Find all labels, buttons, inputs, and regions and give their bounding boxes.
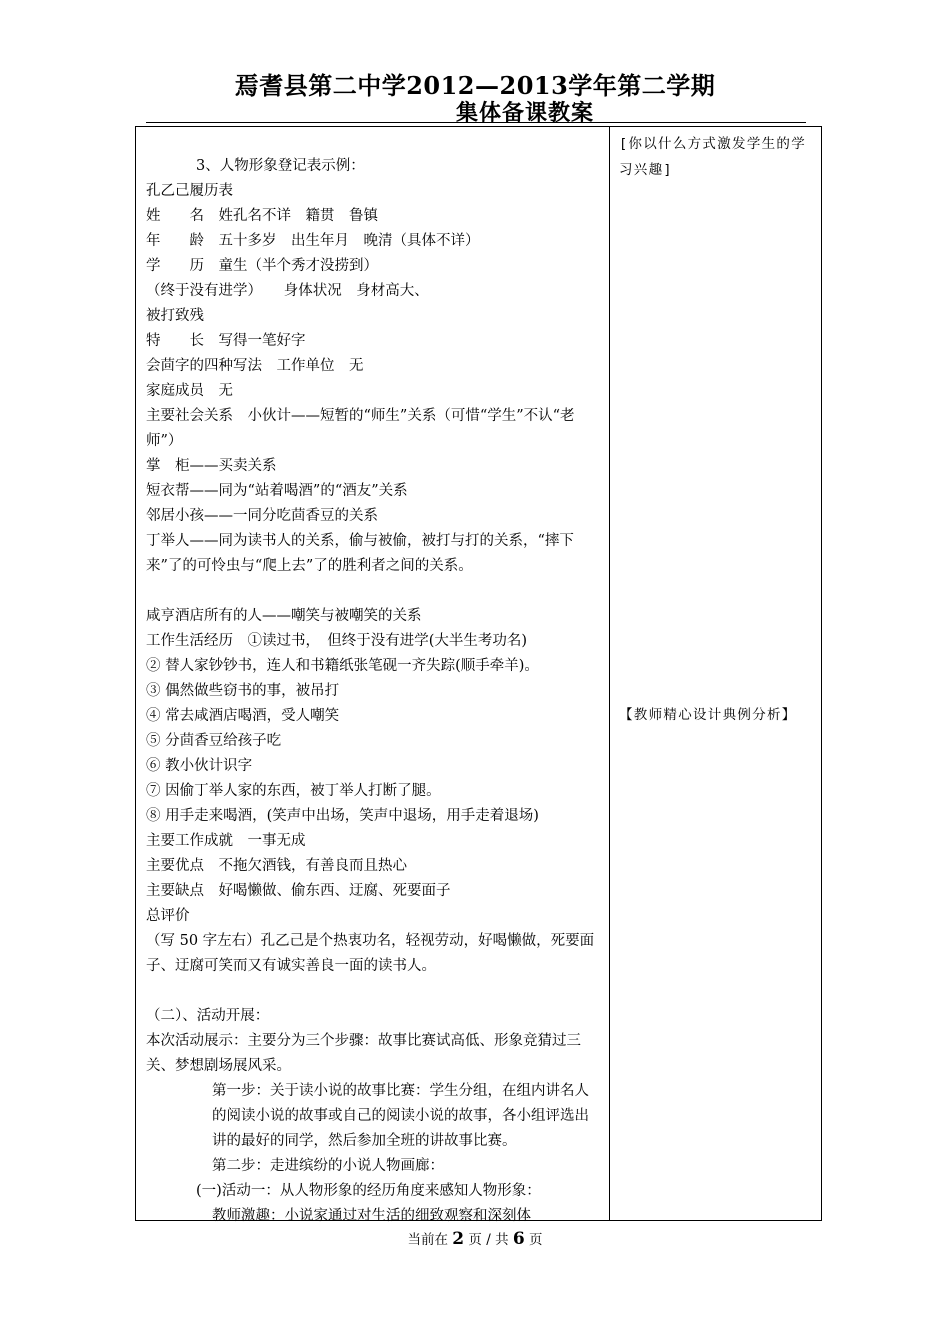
content-line: 总评价: [146, 908, 190, 924]
content-line: ⑦ 因偷丁举人家的东西，被丁举人打断了腿。: [146, 783, 441, 799]
current-page-number: 2: [452, 1229, 465, 1249]
content-line: 3、人物形象登记表示例：: [196, 158, 365, 174]
content-line: 主要工作成就 一事无成: [146, 833, 306, 849]
footer-prefix: 当前在: [407, 1232, 453, 1248]
content-line: ④ 常去咸酒店喝酒，受人嘲笑: [146, 708, 340, 724]
section-heading: （二）、活动开展：: [146, 1008, 270, 1024]
content-paragraph: 第一步：关于读小说的故事比赛：学生分组，在组内讲名人的阅读小说的故事或自己的阅读小说的故事，各小组评选出讲的最好的同学，然后参加全班的讲故事比赛。: [212, 1083, 589, 1149]
content-line: 掌 柜——买卖关系: [146, 458, 277, 474]
content-paragraph: 丁举人——同为读书人的关系，偷与被偷，被打与打的关系，“摔下来”了的可怜虫与“爬上去”了的胜利者之间的关系。: [146, 533, 574, 574]
side-note-prompt: [你以什么方式激发学生的学习兴趣]: [619, 136, 807, 178]
content-line: ⑧ 用手走来喝酒，(笑声中出场，笑声中退场，用手走着退场): [146, 808, 539, 824]
content-line: 工作生活经历 ①读过书， 但终于没有进学(大半生考功名): [146, 633, 528, 649]
content-line: 咸亨酒店所有的人——嘲笑与被嘲笑的关系: [146, 608, 422, 624]
header-rule: [146, 122, 806, 123]
content-line: 特 长 写得一笔好字: [146, 333, 306, 349]
footer-middle: 页 / 共: [464, 1232, 513, 1248]
content-line: 主要缺点 好喝懒做、偷东西、迂腐、死要面子: [146, 883, 451, 899]
blank-line: [146, 979, 601, 1004]
page-subtitle: 集体备课教案: [455, 100, 594, 126]
content-line: 姓 名 姓孔名不详 籍贯 鲁镇: [146, 208, 378, 224]
page-footer: [0, 1228, 950, 1249]
content-line: (一)活动一：从人物形象的经历角度来感知人物形象：: [196, 1183, 541, 1199]
content-line: 主要优点 不拖欠酒钱，有善良而且热心: [146, 858, 407, 874]
content-line: 年 龄 五十多岁 出生年月 晚清（具体不详）: [146, 233, 480, 249]
lesson-plan-table: [135, 126, 822, 1224]
main-content-cell: [146, 154, 601, 1229]
content-line: 教师激趣：小说家通过对生活的细致观察和深刻体: [212, 1208, 531, 1224]
page-title: 焉耆县第二中学2012—2013学年第二学期: [234, 71, 716, 100]
content-line: 孔乙己履历表: [146, 183, 233, 199]
content-paragraph: （写 50 字左右）孔乙己是个热衷功名，轻视劳动，好喝懒做，死要面子、迂腐可笑而又有诚实善良一面的读书人。: [146, 933, 595, 974]
side-note-analysis: 【教师精心设计典例分析】: [619, 707, 797, 723]
footer-suffix: 页: [524, 1232, 543, 1248]
content-line: 邻居小孩——一同分吃茴香豆的关系: [146, 508, 378, 524]
content-line: 会茴字的四种写法 工作单位 无: [146, 358, 364, 374]
content-line: ② 替人家钞钞书，连人和书籍纸张笔砚一齐失踪(顺手牵羊)。: [146, 658, 539, 674]
content-line: 学 历 童生（半个秀才没捞到）: [146, 258, 378, 274]
content-line: （终于没有进学） 身体状况 身材高大、: [146, 283, 429, 299]
content-paragraph: 主要社会关系 小伙计——短暂的“师生”关系（可惜“学生”不认“老师”）: [146, 408, 575, 449]
total-pages-number: 6: [512, 1229, 525, 1249]
content-line: ③ 偶然做些窃书的事，被吊打: [146, 683, 340, 699]
content-line: ⑥ 教小伙计识字: [146, 758, 253, 774]
content-paragraph: 本次活动展示：主要分为三个步骤：故事比赛试高低、形象竞猜过三关、梦想剧场展风采。: [146, 1033, 581, 1074]
blank-line: [146, 579, 601, 604]
content-line: 家庭成员 无: [146, 383, 233, 399]
content-line: 被打致残: [146, 308, 204, 324]
content-line: 短衣帮——同为“站着喝酒”的“酒友”关系: [146, 483, 408, 499]
content-line: 第二步：走进缤纷的小说人物画廊：: [212, 1158, 444, 1174]
column-divider: [609, 127, 610, 1220]
content-line: ⑤ 分茴香豆给孩子吃: [146, 733, 282, 749]
